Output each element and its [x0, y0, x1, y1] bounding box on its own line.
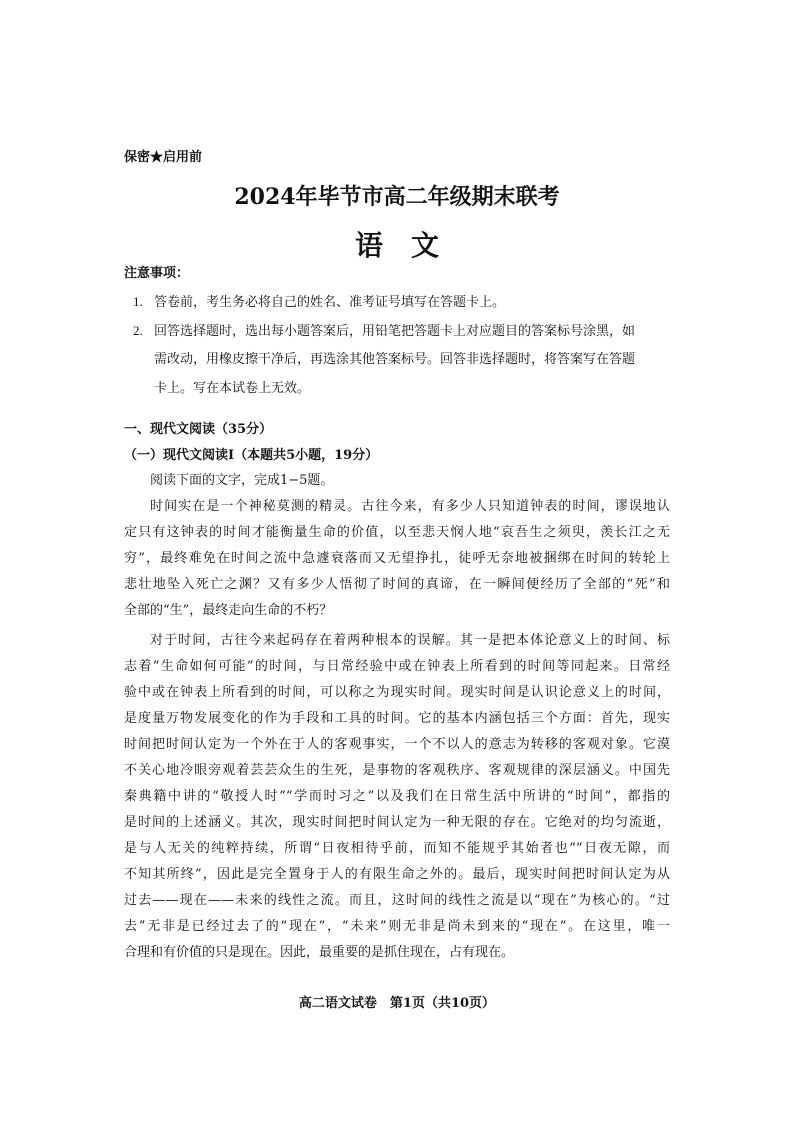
notice-item-text: 回答选择题时，选出每小题答案后，用铅笔把答题卡上对应题目的答案标号涂黑，如 [154, 324, 636, 339]
notice-item-continuation: 需改动，用橡皮擦干净后，再选涂其他答案标号。回答非选择题时，将答案写在答题 [154, 352, 636, 367]
passage-line: 去”无非是已经过去了的“现在”，“未来”则无非是尚未到来的“现在”。在这里，唯一 [124, 919, 670, 934]
passage-line: 志着“生命如何可能”的时间，与日常经验中或在钟表上所看到的时间等同起来。日常经 [124, 659, 670, 674]
passage-line: 不关心地冷眼旁观着芸芸众生的生死，是事物的客观秩序、客观规律的深层涵义。中国先 [124, 763, 670, 778]
section-heading: 一、现代文阅读（35分） [124, 422, 273, 437]
passage-line: 是度量万物发展变化的作为手段和工具的时间。它的基本内涵包括三个方面：首先，现实 [124, 711, 670, 726]
passage-line: 对于时间，古往今来起码存在着两种根本的误解。其一是把本体论意义上的时间、标 [150, 633, 670, 648]
passage-line: 穷”，最终难免在时间之流中急遽衰落而又无望挣扎，徒呼无奈地被捆绑在时间的转轮上 [124, 551, 670, 566]
notice-item-number: 2. [133, 323, 143, 338]
passage-line: 验中或在钟表上所看到的时间，可以称之为现实时间。现实时间是认识论意义上的时间， [124, 685, 670, 700]
passage-line: 时间实在是一个神秘莫测的精灵。古往今来，有多少人只知道钟表的时间，谬误地认 [150, 499, 670, 514]
confidential-label: 保密★启用前 [124, 150, 203, 165]
passage-line: 过去——现在——未来的线性之流。而且，这时间的线性之流是以“现在”为核心的。“过 [124, 893, 670, 908]
subject-title: 语文 [354, 229, 467, 262]
passage-line: 秦典籍中讲的“敬授人时”“学而时习之”以及我们在日常生活中所讲的“时间”，都指的 [124, 789, 670, 804]
notice-item [133, 320, 673, 339]
subsection-heading: （一）现代文阅读Ⅰ（本题共5小题，19分） [124, 448, 379, 463]
passage-line: 不知其所终”，因此是完全置身于人的有限生命之外的。最后，现实时间把时间认定为从 [124, 867, 670, 882]
reading-instruction: 阅读下面的文字，完成1−5题。 [150, 473, 334, 488]
notice-item-text: 答卷前，考生务必将自己的姓名、准考证号填写在答题卡上。 [154, 295, 506, 310]
passage-line: 全部的“生”，最终走向生命的不朽？ [124, 603, 333, 618]
passage-line: 是时间的上述涵义。其次，现实时间把时间认定为一种无限的存在。它绝对的均匀流逝， [124, 815, 670, 830]
notice-item-continuation: 卡上。写在本试卷上无效。 [154, 381, 311, 396]
passage-line: 时间把时间认定为一个外在于人的客观事实，一个不以人的意志为转移的客观对象。它漠 [124, 737, 670, 752]
page-footer: 高二语文试卷 第1页（共10页） [298, 996, 496, 1011]
notice-heading: 注意事项： [124, 266, 190, 281]
exam-title: 2024年毕节市高二年级期末联考 [234, 184, 560, 210]
passage-line: 合理和有价值的只是现在。因此，最重要的是抓住现在，占有现在。 [124, 945, 515, 960]
passage-line: 是与人无关的纯粹持续，所谓“日夜相待乎前，而知不能规乎其始者也”“日夜无隙，而 [124, 841, 670, 856]
passage-line: 悲壮地坠入死亡之渊？又有多少人悟彻了时间的真谛，在一瞬间便经历了全部的“死”和 [124, 577, 670, 592]
notice-item-number: 1. [133, 294, 143, 309]
passage-line: 定只有这钟表的时间才能衡量生命的价值，以至悲天悯人地“哀吾生之须臾，羡长江之无 [124, 525, 670, 540]
notice-item [133, 291, 673, 310]
